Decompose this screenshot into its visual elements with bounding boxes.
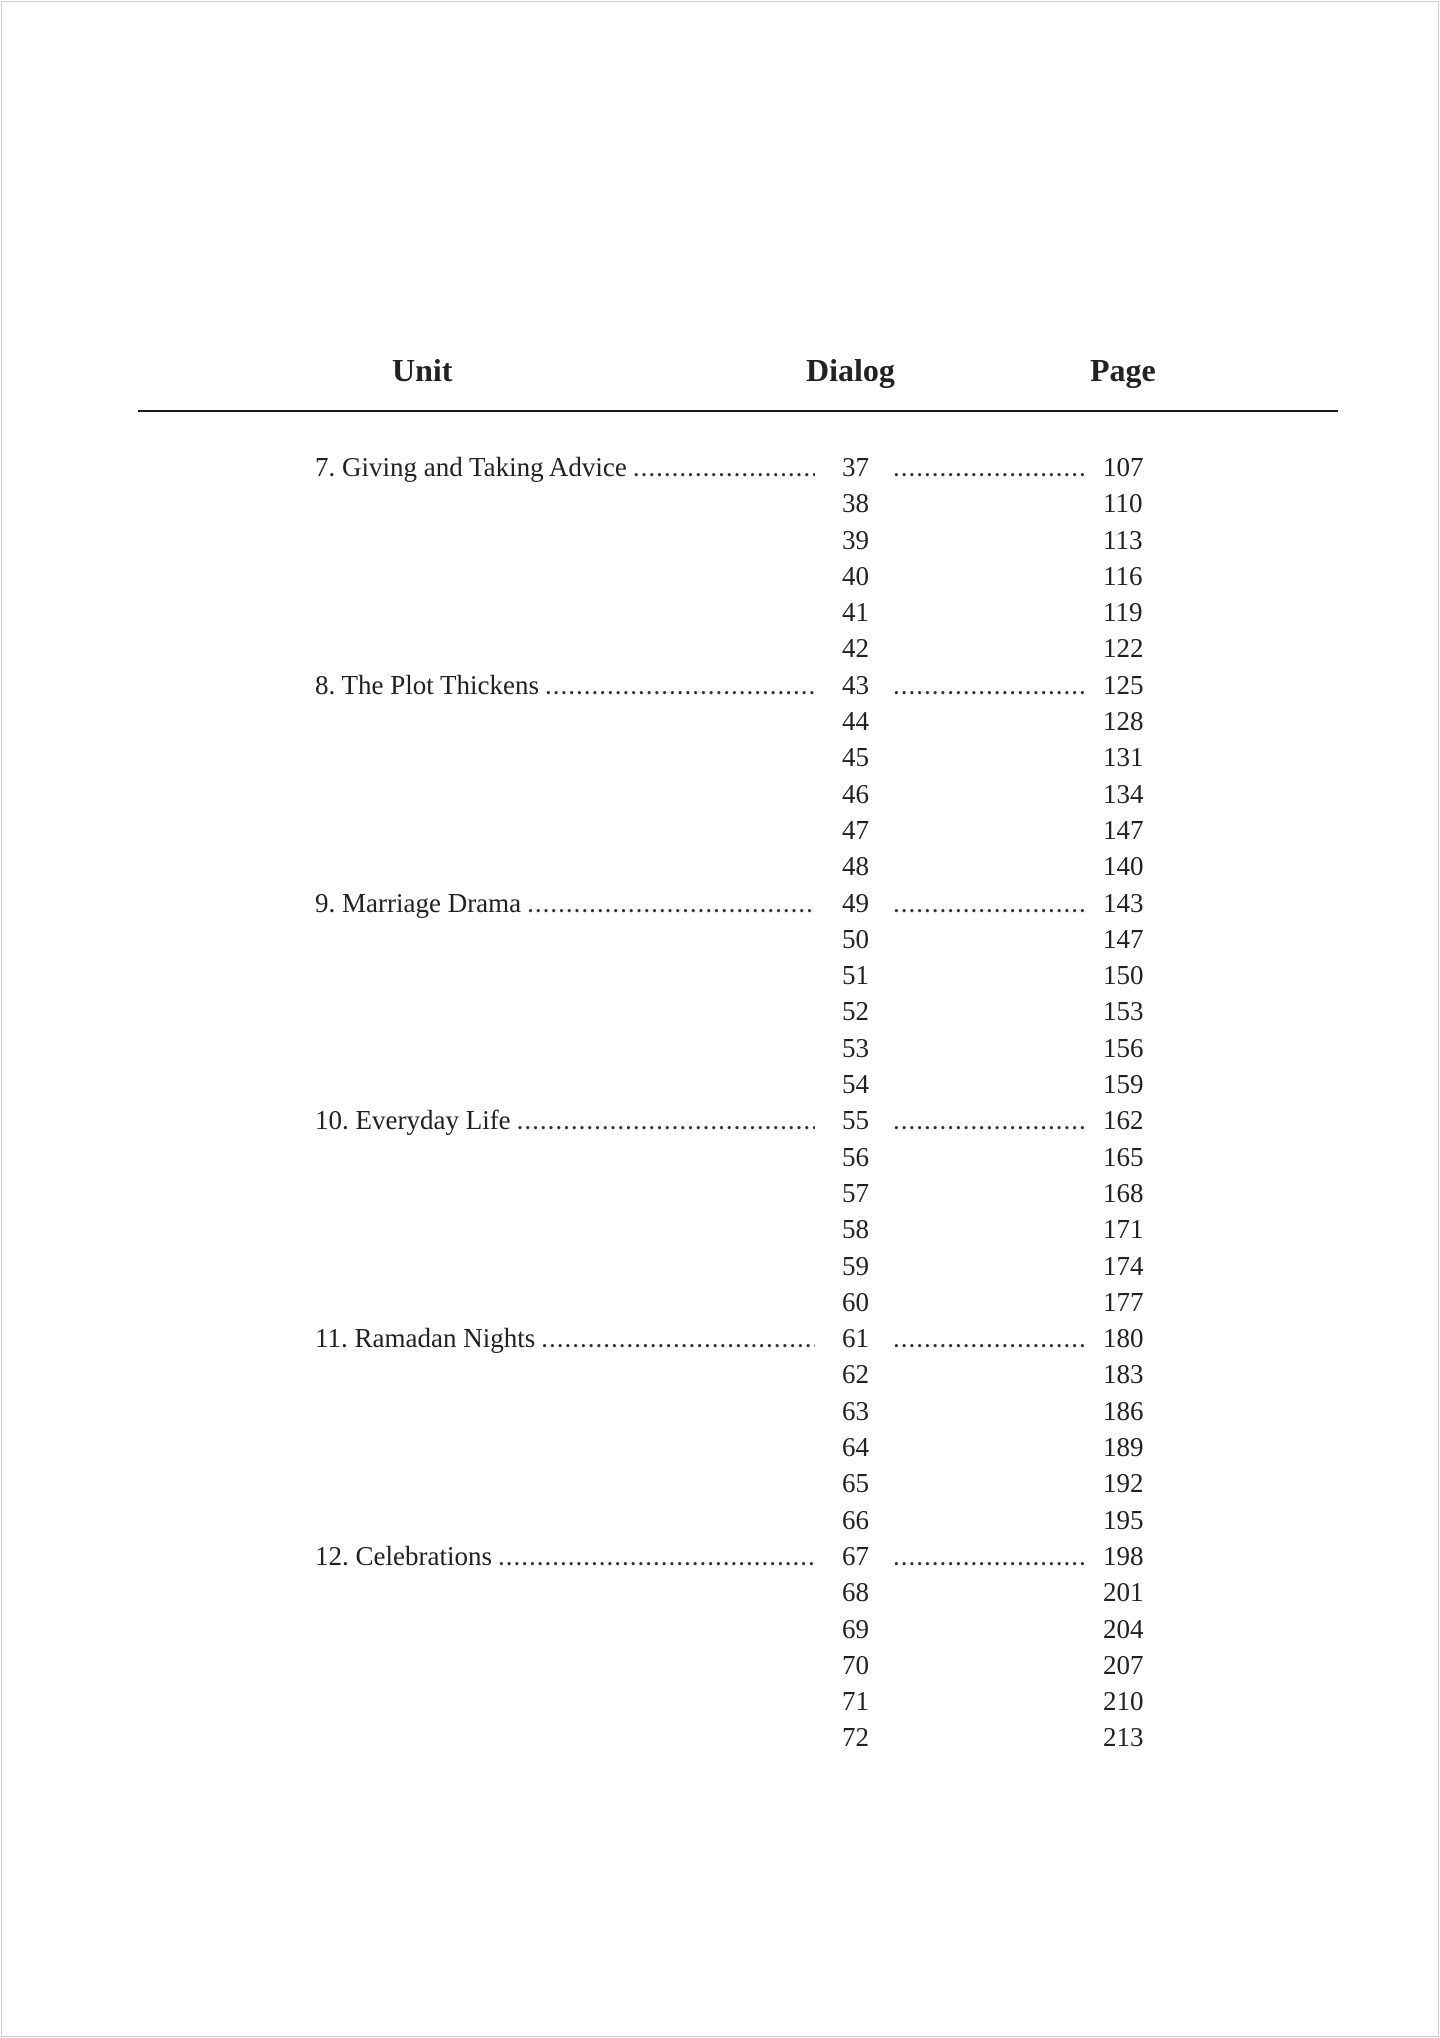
page-number: 128 <box>1103 706 1144 737</box>
dialog-number: 72 <box>842 1722 869 1753</box>
page-number: 156 <box>1103 1032 1144 1063</box>
toc-row <box>0 812 1440 848</box>
dialog-number: 53 <box>842 1032 869 1063</box>
dialog-number: 60 <box>842 1286 869 1317</box>
dialog-number: 65 <box>842 1468 869 1499</box>
page-number: 165 <box>1103 1141 1144 1172</box>
dot-leader <box>633 449 815 485</box>
unit-title-group <box>315 667 815 703</box>
dialog-number: 57 <box>842 1177 869 1208</box>
dialog-number: 59 <box>842 1250 869 1281</box>
page-number: 180 <box>1103 1323 1144 1354</box>
dialog-number: 41 <box>842 597 869 628</box>
dialog-number: 66 <box>842 1504 869 1535</box>
page-number: 116 <box>1103 560 1143 591</box>
toc-row <box>0 594 1440 630</box>
page-number: 134 <box>1103 778 1144 809</box>
unit-title: 8. The Plot Thickens <box>315 669 539 700</box>
page-number: 159 <box>1103 1069 1144 1100</box>
column-header-unit: Unit <box>392 352 453 388</box>
dialog-number: 42 <box>842 633 869 664</box>
toc-row <box>0 1574 1440 1610</box>
toc-row <box>0 1647 1440 1683</box>
page-number: 174 <box>1103 1250 1144 1281</box>
unit-title: 9. Marriage Drama <box>315 887 522 918</box>
toc-row <box>0 522 1440 558</box>
column-header-dialog: Dialog <box>806 352 895 388</box>
toc-row <box>0 558 1440 594</box>
dialog-number: 61 <box>842 1323 869 1354</box>
dot-leader <box>545 667 815 703</box>
dialog-number: 50 <box>842 923 869 954</box>
page-number: 153 <box>1103 996 1144 1027</box>
toc-row <box>0 1611 1440 1647</box>
toc-row <box>0 1139 1440 1175</box>
dialog-number: 54 <box>842 1069 869 1100</box>
toc-row <box>0 1502 1440 1538</box>
page-number: 198 <box>1103 1540 1144 1571</box>
page-number: 189 <box>1103 1432 1144 1463</box>
dot-leader <box>527 885 815 921</box>
page-number: 113 <box>1103 524 1143 555</box>
unit-title: 7. Giving and Taking Advice <box>315 452 627 482</box>
toc-unit-row <box>0 1320 1440 1356</box>
page-number: 210 <box>1103 1686 1144 1717</box>
toc-unit-row <box>0 1102 1440 1138</box>
dot-leader <box>893 885 1085 921</box>
dot-leader <box>893 1320 1085 1356</box>
dot-leader <box>517 1102 815 1138</box>
page-number: 150 <box>1103 960 1144 991</box>
dot-leader <box>893 1538 1085 1574</box>
page-number: 192 <box>1103 1468 1144 1499</box>
page-number: 162 <box>1103 1105 1144 1136</box>
page-number: 122 <box>1103 633 1144 664</box>
page-number: 107 <box>1103 452 1144 482</box>
dialog-number: 43 <box>842 669 869 700</box>
dialog-number: 52 <box>842 996 869 1027</box>
unit-title-group <box>315 885 815 921</box>
dot-leader <box>498 1538 815 1574</box>
unit-title-group <box>315 1102 815 1138</box>
toc-row <box>0 776 1440 812</box>
dot-leader <box>893 1102 1085 1138</box>
dialog-number: 37 <box>842 452 869 482</box>
dialog-number: 48 <box>842 851 869 882</box>
dialog-number: 47 <box>842 814 869 845</box>
dialog-number: 63 <box>842 1395 869 1426</box>
column-header-page: Page <box>1090 352 1156 388</box>
toc-row <box>0 1429 1440 1465</box>
toc-row <box>0 630 1440 666</box>
dialog-number: 68 <box>842 1577 869 1608</box>
toc-row <box>0 1465 1440 1501</box>
dialog-number: 38 <box>842 488 869 519</box>
dialog-number: 40 <box>842 560 869 591</box>
toc-row <box>0 1030 1440 1066</box>
dialog-number: 69 <box>842 1613 869 1644</box>
page-number: 143 <box>1103 887 1144 918</box>
dialog-number: 55 <box>842 1105 869 1136</box>
page-number: 131 <box>1103 742 1144 773</box>
page-number: 177 <box>1103 1286 1144 1317</box>
unit-title: 12. Celebrations <box>315 1540 492 1571</box>
dialog-number: 49 <box>842 887 869 918</box>
page-number: 213 <box>1103 1722 1144 1753</box>
toc-row <box>0 848 1440 884</box>
dialog-number: 70 <box>842 1649 869 1680</box>
page-number: 201 <box>1103 1577 1144 1608</box>
toc-unit-row <box>0 1538 1440 1574</box>
toc-row <box>0 739 1440 775</box>
dialog-number: 56 <box>842 1141 869 1172</box>
page-number: 147 <box>1103 814 1144 845</box>
dot-leader <box>893 667 1085 703</box>
toc-row <box>0 703 1440 739</box>
table-of-contents <box>0 449 1440 1756</box>
dialog-number: 62 <box>842 1359 869 1390</box>
toc-unit-row <box>0 885 1440 921</box>
page-number: 119 <box>1103 597 1143 628</box>
toc-row <box>0 1683 1440 1719</box>
toc-row <box>0 921 1440 957</box>
toc-row <box>0 1719 1440 1755</box>
dialog-number: 44 <box>842 706 869 737</box>
dialog-number: 39 <box>842 524 869 555</box>
unit-title: 10. Everyday Life <box>315 1105 511 1136</box>
dialog-number: 67 <box>842 1540 869 1571</box>
page-number: 186 <box>1103 1395 1144 1426</box>
page-number: 110 <box>1103 488 1143 519</box>
toc-row <box>0 993 1440 1029</box>
toc-row <box>0 957 1440 993</box>
unit-title-group <box>315 1538 815 1574</box>
page-number: 171 <box>1103 1214 1144 1245</box>
header-rule <box>138 410 1338 412</box>
toc-row <box>0 1066 1440 1102</box>
unit-title: 11. Ramadan Nights <box>315 1323 536 1354</box>
toc-row <box>0 1393 1440 1429</box>
page-number: 140 <box>1103 851 1144 882</box>
toc-row <box>0 1175 1440 1211</box>
dialog-number: 58 <box>842 1214 869 1245</box>
dot-leader <box>893 449 1085 485</box>
page-number: 204 <box>1103 1613 1144 1644</box>
toc-row <box>0 485 1440 521</box>
toc-row <box>0 1284 1440 1320</box>
dialog-number: 45 <box>842 742 869 773</box>
page-number: 207 <box>1103 1649 1144 1680</box>
page-number: 195 <box>1103 1504 1144 1535</box>
page-number: 168 <box>1103 1177 1144 1208</box>
unit-title-group <box>315 1320 815 1356</box>
dialog-number: 71 <box>842 1686 869 1717</box>
dot-leader <box>541 1320 815 1356</box>
toc-row <box>0 1211 1440 1247</box>
page-number: 183 <box>1103 1359 1144 1390</box>
unit-title-group <box>315 449 815 485</box>
dialog-number: 64 <box>842 1432 869 1463</box>
toc-unit-row <box>0 667 1440 703</box>
toc-row <box>0 1356 1440 1392</box>
page-number: 125 <box>1103 669 1144 700</box>
toc-unit-row <box>0 449 1440 485</box>
page-number: 147 <box>1103 923 1144 954</box>
toc-row <box>0 1248 1440 1284</box>
dialog-number: 51 <box>842 960 869 991</box>
dialog-number: 46 <box>842 778 869 809</box>
